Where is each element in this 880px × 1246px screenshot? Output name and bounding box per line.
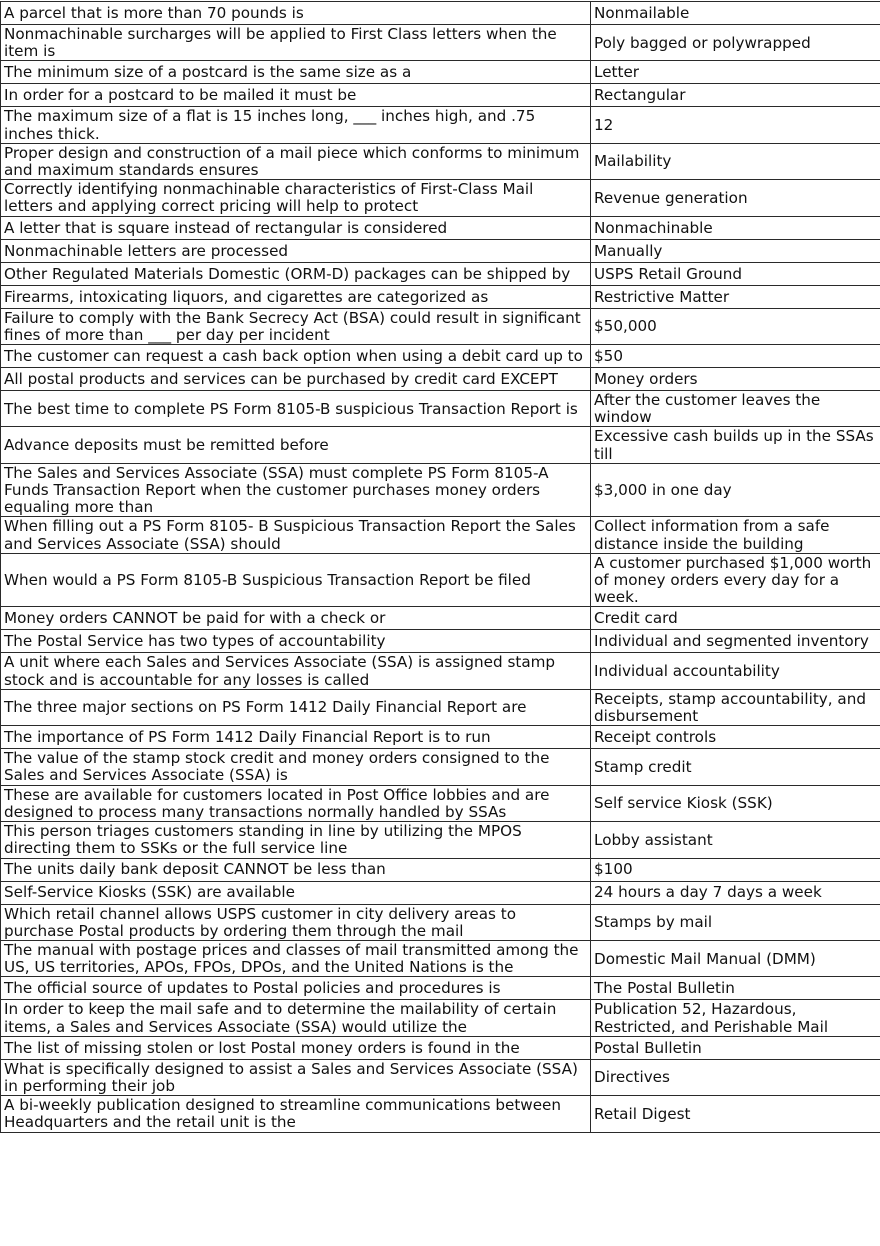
table-row	[1, 940, 880, 976]
answer-cell: 12	[591, 107, 880, 143]
answer-cell: Stamps by mail	[591, 904, 880, 940]
table-row	[1, 239, 880, 262]
question-cell: Self-Service Kiosks (SSK) are available	[1, 881, 591, 904]
table-row	[1, 858, 880, 881]
table-row	[1, 904, 880, 940]
table-row	[1, 977, 880, 1000]
question-cell: When filling out a PS Form 8105- B Suspicious Transaction Report the Sales and Services Associate (SSA) should	[1, 517, 591, 553]
table-row	[1, 216, 880, 239]
answer-cell: 24 hours a day 7 days a week	[591, 881, 880, 904]
question-cell: The three major sections on PS Form 1412 Daily Financial Report are	[1, 689, 591, 725]
answer-cell: Stamp credit	[591, 749, 880, 785]
table-row	[1, 84, 880, 107]
answer-cell: Domestic Mail Manual (DMM)	[591, 940, 880, 976]
question-cell: This person triages customers standing in line by utilizing the MPOS directing them to SSKs or the full service line	[1, 822, 591, 858]
table-row	[1, 368, 880, 391]
question-cell: All postal products and services can be purchased by credit card EXCEPT	[1, 368, 591, 391]
answer-cell: Nonmachinable	[591, 216, 880, 239]
table-row	[1, 653, 880, 689]
question-cell: These are available for customers located in Post Office lobbies and are designed to process many transactions normally handled by SSAs	[1, 785, 591, 821]
question-cell: In order for a postcard to be mailed it must be	[1, 84, 591, 107]
question-cell: Nonmachinable surcharges will be applied to First Class letters when the item is	[1, 25, 591, 61]
question-cell: Proper design and construction of a mail piece which conforms to minimum and maximum standards ensures	[1, 143, 591, 179]
answer-cell: Directives	[591, 1059, 880, 1095]
answer-cell: Revenue generation	[591, 180, 880, 216]
table-row	[1, 61, 880, 84]
table-row	[1, 143, 880, 179]
answer-cell: $50,000	[591, 308, 880, 344]
table-row	[1, 25, 880, 61]
question-cell: What is specifically designed to assist a Sales and Services Associate (SSA) in performing their job	[1, 1059, 591, 1095]
table-row	[1, 517, 880, 553]
answer-cell: Collect information from a safe distance inside the building	[591, 517, 880, 553]
table-row	[1, 308, 880, 344]
question-cell: The maximum size of a flat is 15 inches long, ___ inches high, and .75 inches thick.	[1, 107, 591, 143]
answer-cell: Mailability	[591, 143, 880, 179]
answer-cell: $100	[591, 858, 880, 881]
table-row	[1, 785, 880, 821]
question-cell: The customer can request a cash back option when using a debit card up to	[1, 345, 591, 368]
table-row	[1, 1059, 880, 1095]
answer-cell: $3,000 in one day	[591, 463, 880, 517]
question-cell: Failure to comply with the Bank Secrecy Act (BSA) could result in significant fines of more than ___ per day per incident	[1, 308, 591, 344]
question-cell: The minimum size of a postcard is the same size as a	[1, 61, 591, 84]
question-cell: The Postal Service has two types of accountability	[1, 630, 591, 653]
table-row	[1, 262, 880, 285]
table-row	[1, 553, 880, 607]
answer-cell: $50	[591, 345, 880, 368]
question-cell: Money orders CANNOT be paid for with a check or	[1, 607, 591, 630]
question-cell: A unit where each Sales and Services Associate (SSA) is assigned stamp stock and is accountable for any losses is called	[1, 653, 591, 689]
answer-cell: Individual accountability	[591, 653, 880, 689]
question-cell: The manual with postage prices and classes of mail transmitted among the US, US territories, APOs, FPOs, DPOs, and the United Nations is the	[1, 940, 591, 976]
answer-cell: Letter	[591, 61, 880, 84]
table-row	[1, 607, 880, 630]
question-cell: The importance of PS Form 1412 Daily Financial Report is to run	[1, 726, 591, 749]
table-row	[1, 1000, 880, 1036]
question-cell: A bi-weekly publication designed to streamline communications between Headquarters and the retail unit is the	[1, 1096, 591, 1132]
question-cell: The list of missing stolen or lost Postal money orders is found in the	[1, 1036, 591, 1059]
table-row	[1, 107, 880, 143]
question-cell: The best time to complete PS Form 8105-B suspicious Transaction Report is	[1, 391, 591, 427]
answer-cell: Receipts, stamp accountability, and disbursement	[591, 689, 880, 725]
answer-cell: Poly bagged or polywrapped	[591, 25, 880, 61]
table-row	[1, 749, 880, 785]
answer-cell: A customer purchased $1,000 worth of money orders every day for a week.	[591, 553, 880, 607]
table-row	[1, 881, 880, 904]
question-cell: Correctly identifying nonmachinable characteristics of First-Class Mail letters and applying correct pricing will help to protect	[1, 180, 591, 216]
question-cell: Firearms, intoxicating liquors, and cigarettes are categorized as	[1, 285, 591, 308]
table-row	[1, 180, 880, 216]
table-row	[1, 689, 880, 725]
answer-cell: After the customer leaves the window	[591, 391, 880, 427]
question-cell: The value of the stamp stock credit and money orders consigned to the Sales and Services Associate (SSA) is	[1, 749, 591, 785]
question-cell: The units daily bank deposit CANNOT be less than	[1, 858, 591, 881]
table-row	[1, 463, 880, 517]
answer-cell: Self service Kiosk (SSK)	[591, 785, 880, 821]
answer-cell: Rectangular	[591, 84, 880, 107]
question-cell: The official source of updates to Postal policies and procedures is	[1, 977, 591, 1000]
question-cell: The Sales and Services Associate (SSA) must complete PS Form 8105-A Funds Transaction Report when the customer purchases money orders equaling more than	[1, 463, 591, 517]
table-row	[1, 1096, 880, 1132]
table-row	[1, 2, 880, 25]
answer-cell: Postal Bulletin	[591, 1036, 880, 1059]
table-row	[1, 1036, 880, 1059]
answer-cell: The Postal Bulletin	[591, 977, 880, 1000]
answer-cell: USPS Retail Ground	[591, 262, 880, 285]
table-row	[1, 427, 880, 463]
table-row	[1, 630, 880, 653]
question-cell: Nonmachinable letters are processed	[1, 239, 591, 262]
answer-cell: Retail Digest	[591, 1096, 880, 1132]
table-row	[1, 822, 880, 858]
qa-table-body	[1, 2, 880, 1133]
question-cell: Other Regulated Materials Domestic (ORM-D) packages can be shipped by	[1, 262, 591, 285]
answer-cell: Money orders	[591, 368, 880, 391]
table-row	[1, 345, 880, 368]
table-row	[1, 391, 880, 427]
answer-cell: Lobby assistant	[591, 822, 880, 858]
answer-cell: Nonmailable	[591, 2, 880, 25]
answer-cell: Credit card	[591, 607, 880, 630]
question-cell: When would a PS Form 8105-B Suspicious Transaction Report be filed	[1, 553, 591, 607]
question-cell: A letter that is square instead of rectangular is considered	[1, 216, 591, 239]
answer-cell: Receipt controls	[591, 726, 880, 749]
table-row	[1, 285, 880, 308]
question-cell: Which retail channel allows USPS customer in city delivery areas to purchase Postal products by ordering them through the mail	[1, 904, 591, 940]
answer-cell: Publication 52, Hazardous, Restricted, and Perishable Mail	[591, 1000, 880, 1036]
qa-table	[0, 1, 880, 1133]
question-cell: In order to keep the mail safe and to determine the mailability of certain items, a Sales and Services Associate (SSA) would utilize the	[1, 1000, 591, 1036]
answer-cell: Individual and segmented inventory	[591, 630, 880, 653]
answer-cell: Manually	[591, 239, 880, 262]
question-cell: Advance deposits must be remitted before	[1, 427, 591, 463]
question-cell: A parcel that is more than 70 pounds is	[1, 2, 591, 25]
answer-cell: Restrictive Matter	[591, 285, 880, 308]
table-row	[1, 726, 880, 749]
answer-cell: Excessive cash builds up in the SSAs till	[591, 427, 880, 463]
